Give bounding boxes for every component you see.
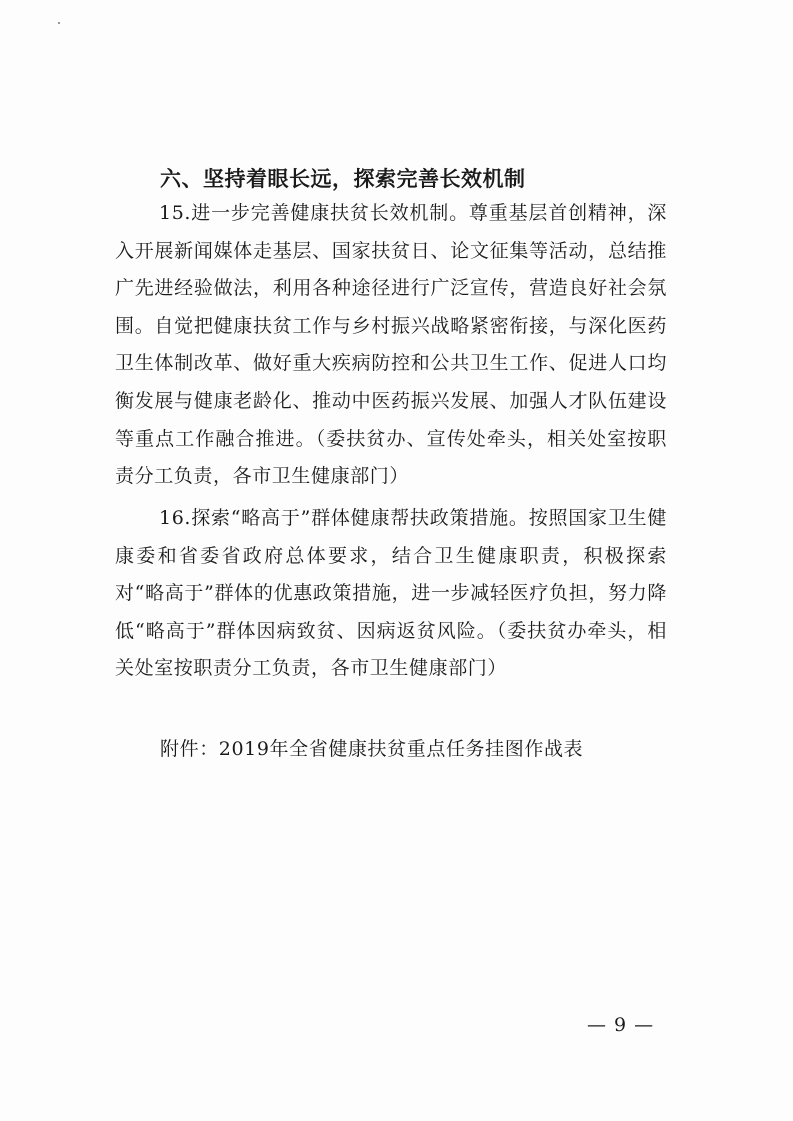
section-heading: 六、坚持着眼长远，探索完善长效机制 — [160, 167, 526, 191]
scan-speck — [58, 22, 60, 24]
page-number: — 9 — — [587, 1014, 655, 1036]
paragraph-15: 15.进一步完善健康扶贫长效机制。尊重基层首创精神，深入开展新闻媒体走基层、国家扶贫日、论文征集等活动，总结推广先进经验做法，利用各种途径进行广泛宣传，营造良好社会氛围。自觉把健康扶贫工作与乡村振兴战略紧密衔接，与深化医药卫生体制改革、做好重大疾病防控和公共卫生工作、促进人口均衡发展与健康老龄化、推动中医药振兴发展、加强人才队伍建设等重点工作融合推进。（委扶贫办、宣传处牵头，相关处室按职责分工负责，各市卫生健康部门） — [115, 202, 667, 488]
attachment-line: 附件：2019年全省健康扶贫重点任务挂图作战表 — [160, 738, 584, 760]
paragraph-16: 16.探索“略高于”群体健康帮扶政策措施。按照国家卫生健康委和省委省政府总体要求，结合卫生健康职责，积极探索对“略高于”群体的优惠政策措施，进一步减轻医疗负担，努力降低“略高于”群体因病致贫、因病返贫风险。（委扶贫办牵头，相关处室按职责分工负责，各市卫生健康部门） — [115, 507, 667, 680]
